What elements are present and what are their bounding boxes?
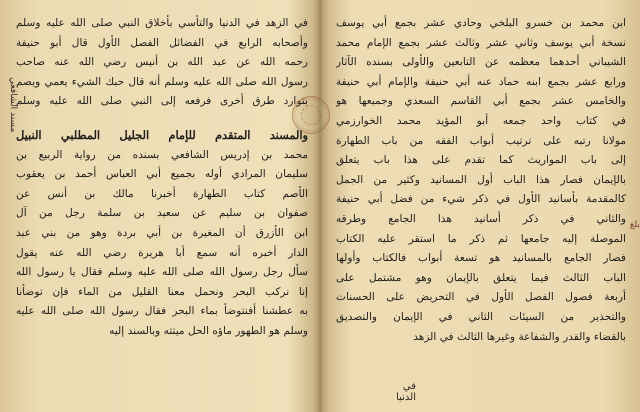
left_page-text-line: صفوان بن سليم عن سعيد بن سلمة رجل من آل	[16, 207, 308, 220]
left_page-text-line: سأل رجل رسول الله صلى الله عليه وسلم فقال يا رسول الله	[16, 266, 308, 279]
left_page-text-line: محمد بن إدريس الشافعي بسنده من رواية الربيع بن	[16, 148, 308, 161]
left_page-section-gap	[16, 112, 308, 126]
catchword: في الدنيا	[396, 381, 416, 403]
left_page-text-line: الدار أخبره أنه سمع أبا هريرة رضي الله عنه يقول	[16, 246, 308, 259]
right_page-text-line: في كتاب واحد جمعه أبو المؤيد محمد الخوارزمي	[336, 114, 626, 127]
left_page-text-line: بتوارد طرق أخرى فرفعه إلى النبي صلى الله عليه وسلم	[16, 95, 308, 108]
right_page-text-line: نسخة أبي يوسف وثاني عشر وثالث عشر بجمع الإمام محمد	[336, 36, 626, 49]
right_page-text-line: والثاني في ذكر أسانيد هذا الجامع وطرقه	[336, 212, 626, 225]
left_page-text-line: في الزهد في الدنيا والتأسي بأخلاق النبي صلى الله عليه وسلم	[16, 17, 308, 29]
library-stamp	[292, 96, 330, 134]
gutter-shadow	[312, 0, 330, 412]
left_page-text-line: به عطشنا أفنتوضأ بماء البحر فقال رسول الله صلى الله عليه	[16, 305, 308, 318]
right_page-text-line: ابن محمد بن خسرو البلخي وحادي عشر بجمع أبي يوسف	[336, 17, 626, 29]
left_page-text-line: سليمان المرادي أوله بجميع أبي العباس أحمد بن يعقوب	[16, 168, 308, 181]
right_page-text-line: والخامس عشر بجمع أبي القاسم السعدي وجميعها هو	[336, 95, 626, 108]
right_page-text-line: مولانا رتبه على ترتيب أبواب الفقه من باب الطهارة	[336, 134, 626, 147]
left_page-text-line: رحمه الله عن عبد الله بن أنيس رضي الله عنه صاحب	[16, 56, 308, 69]
left_page-text-line: ابن الأزرق أن المغيرة بن أبي بردة وهو من بني عبد	[16, 226, 308, 239]
left_page-text-line: إنا نركب البحر ونحمل معنا القليل من الماء فإن توضأنا	[16, 285, 308, 298]
right_page-text-line: الموصلة إليه جامعها ثم ذكر ما استقر عليه الكتاب	[336, 232, 626, 245]
margin-note-right: بلغ	[629, 220, 640, 230]
right_page-text-line: كالمقدمة بأسانيد الأول في ذكر شيء من فضل أبي حنيفة	[336, 193, 626, 206]
right_page-text-line: الشيباني أحدهما معظمه عن التابعين والأولى بسنده الآثار	[336, 56, 626, 69]
right_page-text-line: أربعة فصول الفصل الأول في التحريض على الحسنات	[336, 291, 626, 304]
right-page	[336, 14, 626, 386]
right_page-text-line: بالقضاء والقدر والشفاعة وغيرها الثالث في الزهد	[413, 330, 626, 343]
left_page-text-line: رسول الله صلى الله عليه وسلم أنه قال حبك الشيء يعمي ويصم	[16, 75, 308, 88]
right_page-text-line: ورابع عشر بجمع ابنه حماد عنه أبي حنيفة والإمام أبي حنيفة	[336, 75, 626, 88]
right_page-text-line: الباب الثالث فيما يتعلق بالإيمان وهو مشتمل على	[336, 271, 626, 284]
margin-note-left: مسند الشافعي	[8, 76, 18, 132]
right_page-text-line: والتحذير من السيئات الثاني في الإيمان والتصديق	[336, 310, 626, 323]
left_page-text-line: والمسند المتقدم للإمام الجليل المطلبي النبيل	[16, 127, 308, 142]
left_page-text-line: وسلم هو الطهور ماؤه الحل ميتته وبالسند إليه	[109, 324, 308, 337]
right_page-text-line: بالإيمان فصار هذا الباب أول المسانيد وكثير من الجمل	[336, 173, 626, 186]
left-page	[16, 14, 308, 386]
right_page-text-line: إلى باب المواريث كما تقدم على هذا باب يتعلق	[336, 154, 626, 167]
left_page-text-line: الأصم كتاب الطهارة أخبرنا مالك بن أنس عن	[16, 187, 308, 200]
right_page-text-line: فصار الجامع بالمسانيد هو تسعة أبواب فالكتاب وأولها	[336, 252, 626, 265]
left_page-text-line: وأصحابه الرابع في الفضائل الفصل الأول قال أبو حنيفة	[16, 36, 308, 49]
